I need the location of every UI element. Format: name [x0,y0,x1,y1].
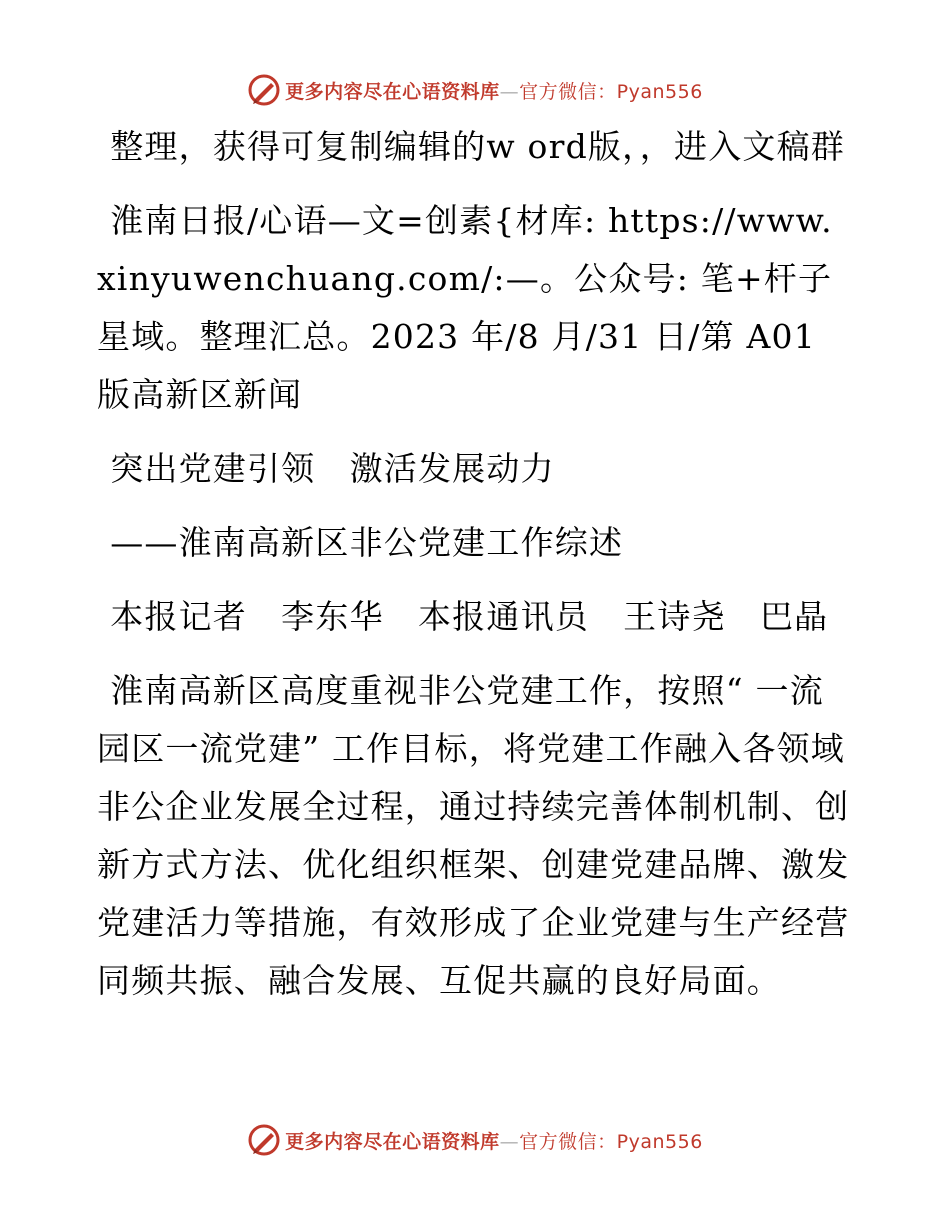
header-banner-wechat: 官方微信：Pyan556 [519,80,703,103]
footer-banner [0,1120,950,1160]
footer-banner-dash: — [499,1130,520,1153]
paragraph-source: 淮南日报/心语—文=创素{材库: https://www.xinyuwenchuang.com/:—。公众号: 笔+杆子星域。整理汇总。2023 年/8 月/31 日/第 A01 版高新区新闻 [97,201,833,414]
article-title: 突出党建引领 激活发展动力 [110,449,555,488]
document-body [97,118,852,1026]
footer-banner-wechat: 官方微信：Pyan556 [519,1130,703,1153]
article-subtitle: ——淮南高新区非公党建工作综述 [110,523,624,562]
header-banner [0,70,950,110]
pen-logo-icon [247,1123,281,1157]
pen-logo-icon [247,73,281,107]
article-byline: 本报记者 李东华 本报通讯员 王诗尧 巴晶 [110,597,829,636]
header-banner-main: 更多内容尽在心语资料库 [285,80,500,103]
footer-banner-text [285,1127,703,1154]
footer-banner-main: 更多内容尽在心语资料库 [285,1130,500,1153]
header-banner-dash: — [499,80,520,103]
paragraph-intro: 整理，获得可复制编辑的w ord版，，进入文稿群 [110,127,845,166]
paragraph-body: 淮南高新区高度重视非公党建工作，按照“ 一流园区一流党建” 工作目标，将党建工作融入各领域非公企业发展全过程，通过持续完善体制机制、创新方式方法、优化组织框架、创建党建品牌、激发党建活力等措施，有效形成了企业党建与生产经营同频共振、融合发展、互促共赢的良好局面。 [97,671,850,1000]
header-banner-text [285,77,703,104]
